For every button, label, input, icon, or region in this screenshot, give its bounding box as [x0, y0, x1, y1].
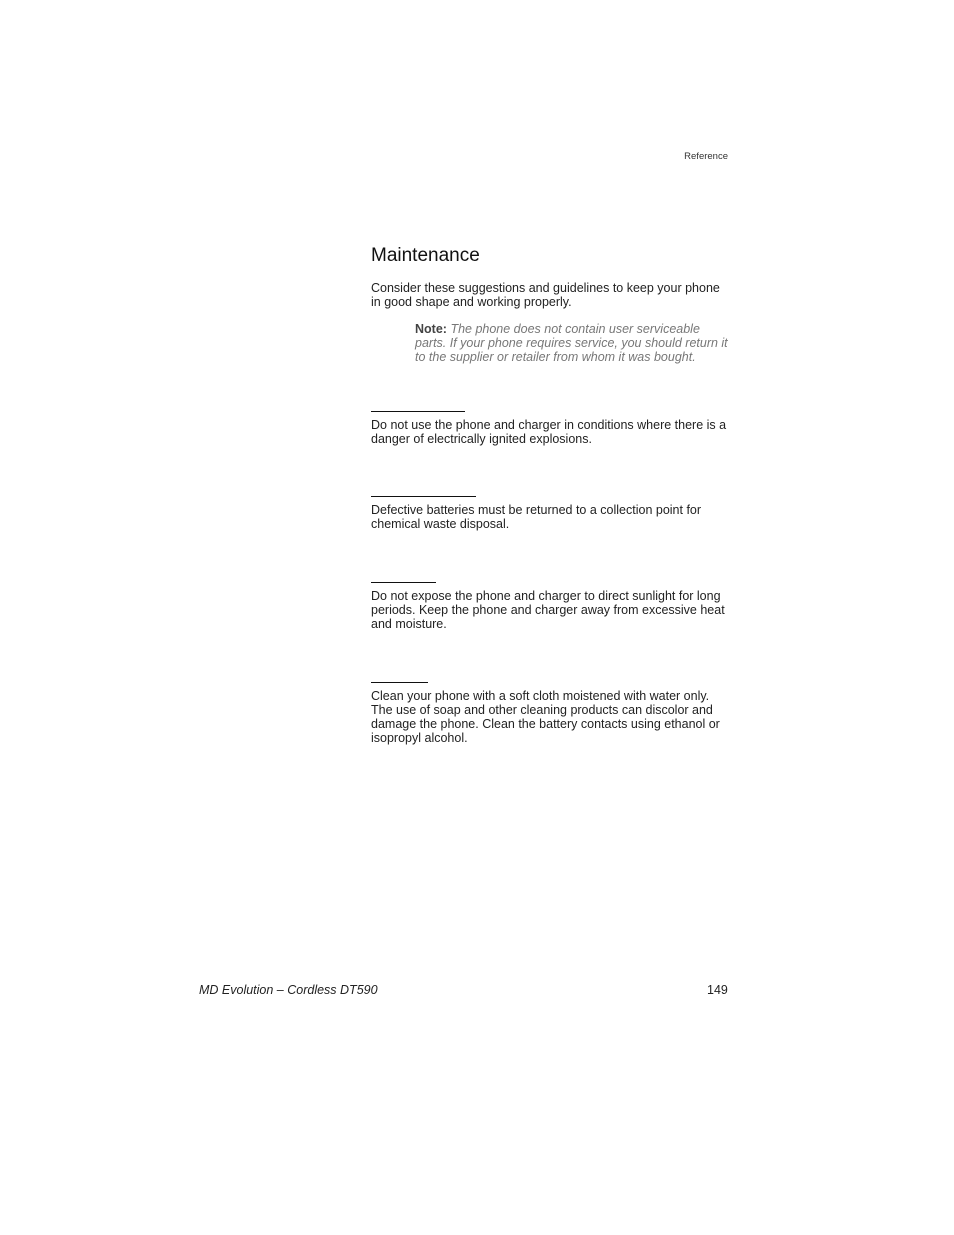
footer-page-number: 149: [707, 983, 728, 997]
section-heading-rule: [371, 411, 465, 412]
main-content: [371, 244, 731, 364]
section-battery-disposal: [371, 496, 731, 531]
section-text: Defective batteries must be returned to a collection point for chemical waste disposal.: [371, 503, 702, 531]
section-text: Do not expose the phone and charger to direct sunlight for long periods. Keep the phone and charger away from excessive heat and moisture.: [371, 589, 725, 631]
section-heading-rule: [371, 496, 476, 497]
section-text: Clean your phone with a soft cloth moistened with water only. The use of soap and other cleaning products can discolor and damage the phone. Clean the battery contacts using ethanol or isopropyl alcohol.: [371, 689, 720, 745]
note-text: The phone does not contain user serviceable parts. If your phone requires service, you should return it to the supplier or retailer from whom it was bought.: [415, 322, 728, 364]
section-heading-rule: [371, 682, 428, 683]
page-title: Maintenance: [371, 245, 480, 266]
section-explosion-risk: [371, 411, 731, 446]
note-box: [415, 322, 731, 364]
section-heading-rule: [371, 582, 436, 583]
footer-doc-title: MD Evolution – Cordless DT590: [199, 983, 378, 997]
section-text: Do not use the phone and charger in conditions where there is a danger of electrically ignited explosions.: [371, 418, 727, 446]
section-heat-moisture: [371, 582, 731, 631]
section-cleaning: [371, 682, 731, 745]
note-label: Note:: [415, 322, 447, 336]
intro-paragraph: Consider these suggestions and guidelines to keep your phone in good shape and working properly.: [371, 281, 720, 309]
running-header: Reference: [684, 151, 728, 162]
